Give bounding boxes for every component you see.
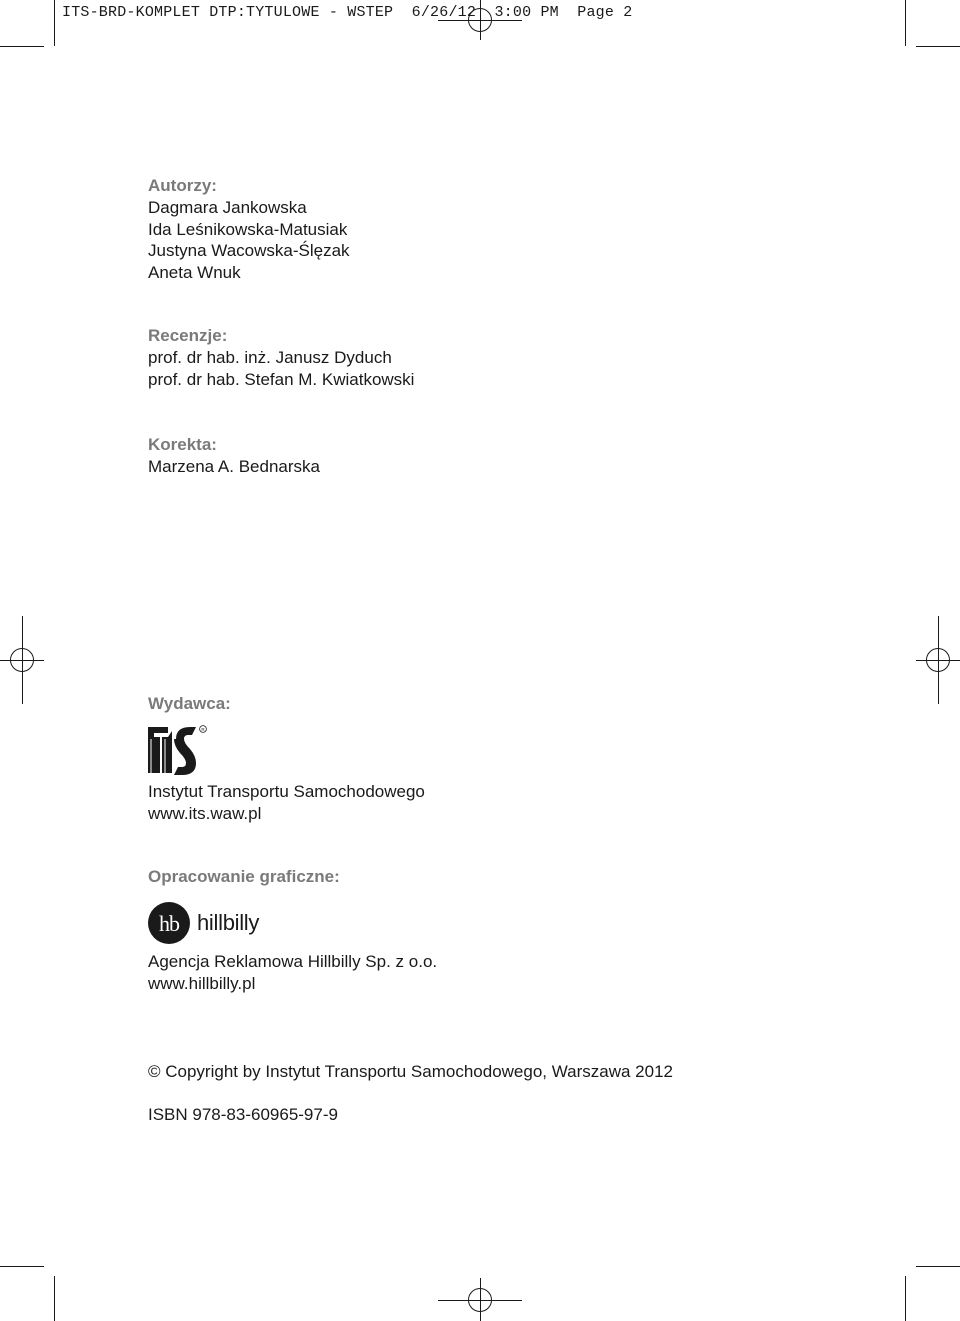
reviewer-name: prof. dr hab. Stefan M. Kwiatkowski <box>148 369 415 389</box>
reviewer-name: prof. dr hab. inż. Janusz Dyduch <box>148 348 392 367</box>
publisher-heading: Wydawca: <box>148 694 231 713</box>
print-slug: ITS-BRD-KOMPLET DTP:TYTULOWE - WSTEP 6/26/12 3:00 PM Page 2 <box>62 4 633 21</box>
design-heading: Opracowanie graficzne: <box>148 867 340 886</box>
its-logo <box>148 725 208 777</box>
hillbilly-logo <box>148 902 437 944</box>
author-name: Justyna Wacowska-Ślęzak <box>148 241 350 261</box>
proofreading-heading: Korekta: <box>148 435 217 454</box>
authors-section <box>148 175 350 283</box>
author-name: Aneta Wnuk <box>148 262 241 282</box>
publisher-url[interactable]: www.its.waw.pl <box>148 803 262 823</box>
svg-text:hb: hb <box>159 911 179 936</box>
proofreading-section <box>148 434 320 478</box>
authors-heading: Autorzy: <box>148 176 217 195</box>
author-name: Dagmara Jankowska <box>148 198 307 217</box>
isbn: ISBN 978-83-60965-97-9 <box>148 1105 338 1124</box>
design-agency-name: Agencja Reklamowa Hillbilly Sp. z o.o. <box>148 952 438 971</box>
publisher-name: Instytut Transportu Samochodowego <box>148 782 425 801</box>
hillbilly-wordmark: hillbilly <box>197 910 260 935</box>
reviews-section <box>148 325 414 390</box>
author-name: Ida Leśnikowska-Matusiak <box>148 219 348 239</box>
design-section <box>148 866 437 994</box>
publisher-section <box>148 693 425 824</box>
copyright-notice: © Copyright by Instytut Transportu Samochodowego, Warszawa 2012 <box>148 1062 673 1081</box>
hillbilly-emblem <box>148 902 190 944</box>
reviews-heading: Recenzje: <box>148 326 228 345</box>
design-agency-url[interactable]: www.hillbilly.pl <box>148 973 256 993</box>
svg-text:R: R <box>201 726 205 732</box>
proofreader-name: Marzena A. Bednarska <box>148 457 320 476</box>
